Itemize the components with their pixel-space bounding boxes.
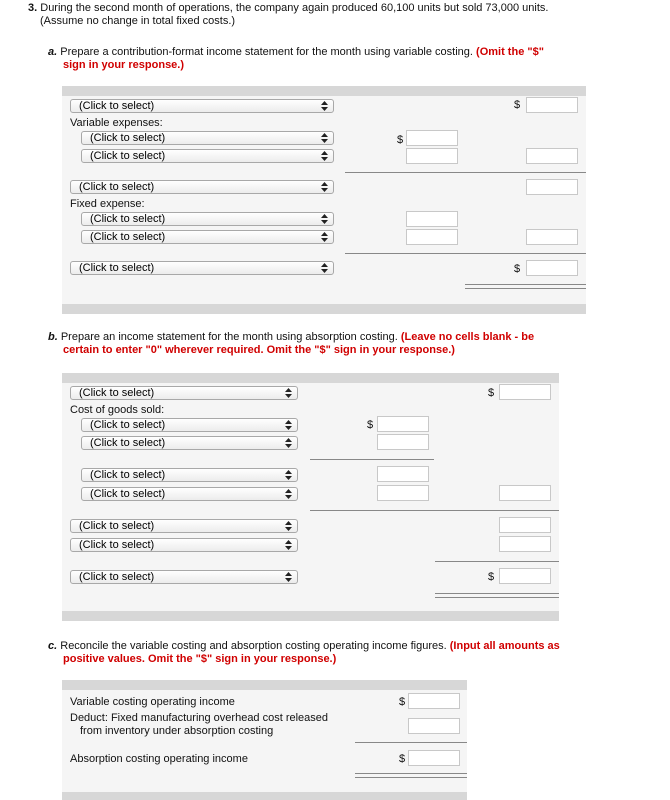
- select-label: (Click to select): [90, 150, 166, 162]
- divider: [310, 510, 559, 511]
- part-a-fixed-total-input[interactable]: [526, 229, 578, 245]
- part-a-fixed1-input[interactable]: [406, 211, 458, 227]
- part-b-top-bar: [62, 373, 559, 383]
- part-b-gm-input[interactable]: [499, 517, 551, 533]
- part-b-cogs-total-input[interactable]: [499, 485, 551, 501]
- part-b-select-sales[interactable]: [70, 386, 298, 400]
- question-line1: During the second month of operations, the company again produced 60,100 units but sold 73,000 units.: [40, 2, 549, 14]
- part-b-instruction: [48, 331, 648, 357]
- select-arrows-icon: [285, 521, 292, 531]
- part-c-letter: c.: [48, 640, 58, 652]
- part-b-select-cogs4[interactable]: [81, 487, 298, 501]
- dollar-sign: $: [488, 387, 495, 399]
- part-b-select-cogs3[interactable]: [81, 468, 298, 482]
- double-underline: [435, 593, 559, 594]
- question-line2: (Assume no change in total fixed costs.): [40, 15, 236, 27]
- select-label: (Click to select): [90, 231, 166, 243]
- select-arrows-icon: [321, 101, 328, 111]
- part-a-select-sales[interactable]: [70, 99, 334, 113]
- select-label: (Click to select): [79, 181, 155, 193]
- select-arrows-icon: [321, 182, 328, 192]
- select-arrows-icon: [321, 133, 328, 143]
- divider: [435, 561, 559, 562]
- select-label: (Click to select): [90, 419, 166, 431]
- deduct-label: Deduct: Fixed manufacturing overhead cost released: [70, 712, 329, 724]
- part-c-variable-income-input[interactable]: [408, 693, 460, 709]
- part-a-varexp1-input[interactable]: [406, 130, 458, 146]
- part-b-select-cogs2[interactable]: [81, 436, 298, 450]
- select-label: (Click to select): [79, 520, 155, 532]
- part-b-select-gm[interactable]: [70, 519, 298, 533]
- select-label: (Click to select): [90, 213, 166, 225]
- variable-op-income-label: Variable costing operating income: [70, 696, 235, 708]
- part-b-select-sga[interactable]: [70, 538, 298, 552]
- dollar-sign: $: [399, 753, 406, 765]
- select-label: (Click to select): [90, 488, 166, 500]
- part-a-text: Prepare a contribution-format income statement for the month using variable costing.: [60, 46, 473, 58]
- part-b-select-noi[interactable]: [70, 570, 298, 584]
- select-arrows-icon: [285, 489, 292, 499]
- select-arrows-icon: [285, 540, 292, 550]
- select-label: (Click to select): [79, 100, 155, 112]
- part-a-select-fixed2[interactable]: [81, 230, 334, 244]
- part-c-note2: positive values. Omit the "$" sign in your response.): [63, 653, 337, 665]
- part-b-cogs2-input[interactable]: [377, 434, 429, 450]
- part-a-letter: a.: [48, 46, 58, 58]
- divider: [345, 253, 586, 254]
- part-a-select-varexp2[interactable]: [81, 149, 334, 163]
- select-label: (Click to select): [90, 437, 166, 449]
- part-b-note: (Leave no cells blank - be: [400, 331, 535, 343]
- part-b-cogs1-input[interactable]: [377, 416, 429, 432]
- select-arrows-icon: [285, 388, 292, 398]
- select-arrows-icon: [285, 420, 292, 430]
- part-c-top-bar: [62, 680, 467, 690]
- select-arrows-icon: [321, 151, 328, 161]
- select-label: (Click to select): [79, 539, 155, 551]
- divider: [310, 459, 434, 460]
- double-underline: [465, 284, 586, 285]
- select-label: (Click to select): [79, 262, 155, 274]
- part-b-cogs4-input[interactable]: [377, 485, 429, 501]
- select-arrows-icon: [321, 263, 328, 273]
- select-arrows-icon: [285, 470, 292, 480]
- part-b-text: Prepare an income statement for the month using absorption costing.: [60, 331, 398, 343]
- question-number: 3.: [28, 2, 38, 14]
- part-b-sga-input[interactable]: [499, 536, 551, 552]
- part-b-noi-input[interactable]: [499, 568, 551, 584]
- dollar-sign: $: [514, 99, 521, 111]
- part-a-instruction: [48, 46, 648, 72]
- absorption-op-income-label: Absorption costing operating income: [70, 753, 248, 765]
- part-a-select-cm[interactable]: [70, 180, 334, 194]
- divider: [345, 172, 586, 173]
- part-b-sales-input[interactable]: [499, 384, 551, 400]
- part-b-cogs3-input[interactable]: [377, 466, 429, 482]
- part-c-text: Reconcile the variable costing and absorption costing operating income figures.: [60, 640, 447, 652]
- double-underline: [435, 597, 559, 598]
- part-a-fixed2-input[interactable]: [406, 229, 458, 245]
- dollar-sign: $: [367, 419, 374, 431]
- question-text: [28, 2, 648, 28]
- select-label: (Click to select): [90, 469, 166, 481]
- part-b-letter: b.: [48, 331, 58, 343]
- deduct-label-line2: from inventory under absorption costing: [80, 725, 274, 737]
- dollar-sign: $: [488, 571, 495, 583]
- select-label: (Click to select): [79, 571, 155, 583]
- part-a-noi-input[interactable]: [526, 260, 578, 276]
- dollar-sign: $: [514, 263, 521, 275]
- part-a-varexp-total-input[interactable]: [526, 148, 578, 164]
- dollar-sign: $: [399, 696, 406, 708]
- part-c-bottom-bar: [62, 792, 467, 800]
- part-b-select-cogs1[interactable]: [81, 418, 298, 432]
- part-a-sales-input[interactable]: [526, 97, 578, 113]
- part-b-note2: certain to enter "0" wherever required. Omit the "$" sign in your response.): [63, 344, 455, 356]
- part-a-select-fixed1[interactable]: [81, 212, 334, 226]
- divider: [355, 742, 467, 743]
- part-a-top-bar: [62, 86, 586, 96]
- part-a-select-noi[interactable]: [70, 261, 334, 275]
- part-a-note2: sign in your response.): [63, 59, 185, 71]
- part-a-note: (Omit the "$": [476, 46, 544, 58]
- part-c-deduct-input[interactable]: [408, 718, 460, 734]
- part-a-varexp2-input[interactable]: [406, 148, 458, 164]
- part-c-note: (Input all amounts as: [449, 640, 560, 652]
- select-arrows-icon: [285, 438, 292, 448]
- select-arrows-icon: [285, 572, 292, 582]
- select-label: (Click to select): [79, 387, 155, 399]
- dollar-sign: $: [397, 134, 404, 146]
- part-c-absorption-income-input[interactable]: [408, 750, 460, 766]
- cogs-label: Cost of goods sold:: [70, 404, 165, 416]
- double-underline: [355, 773, 467, 774]
- part-b-bottom-bar: [62, 611, 559, 621]
- variable-expenses-label: Variable expenses:: [70, 117, 163, 129]
- double-underline: [355, 777, 467, 778]
- double-underline: [465, 288, 586, 289]
- select-label: (Click to select): [90, 132, 166, 144]
- fixed-expense-label: Fixed expense:: [70, 198, 145, 210]
- part-a-cm-input[interactable]: [526, 179, 578, 195]
- select-arrows-icon: [321, 214, 328, 224]
- part-a-select-varexp1[interactable]: [81, 131, 334, 145]
- select-arrows-icon: [321, 232, 328, 242]
- part-c-instruction: [48, 640, 653, 666]
- part-a-bottom-bar: [62, 304, 586, 314]
